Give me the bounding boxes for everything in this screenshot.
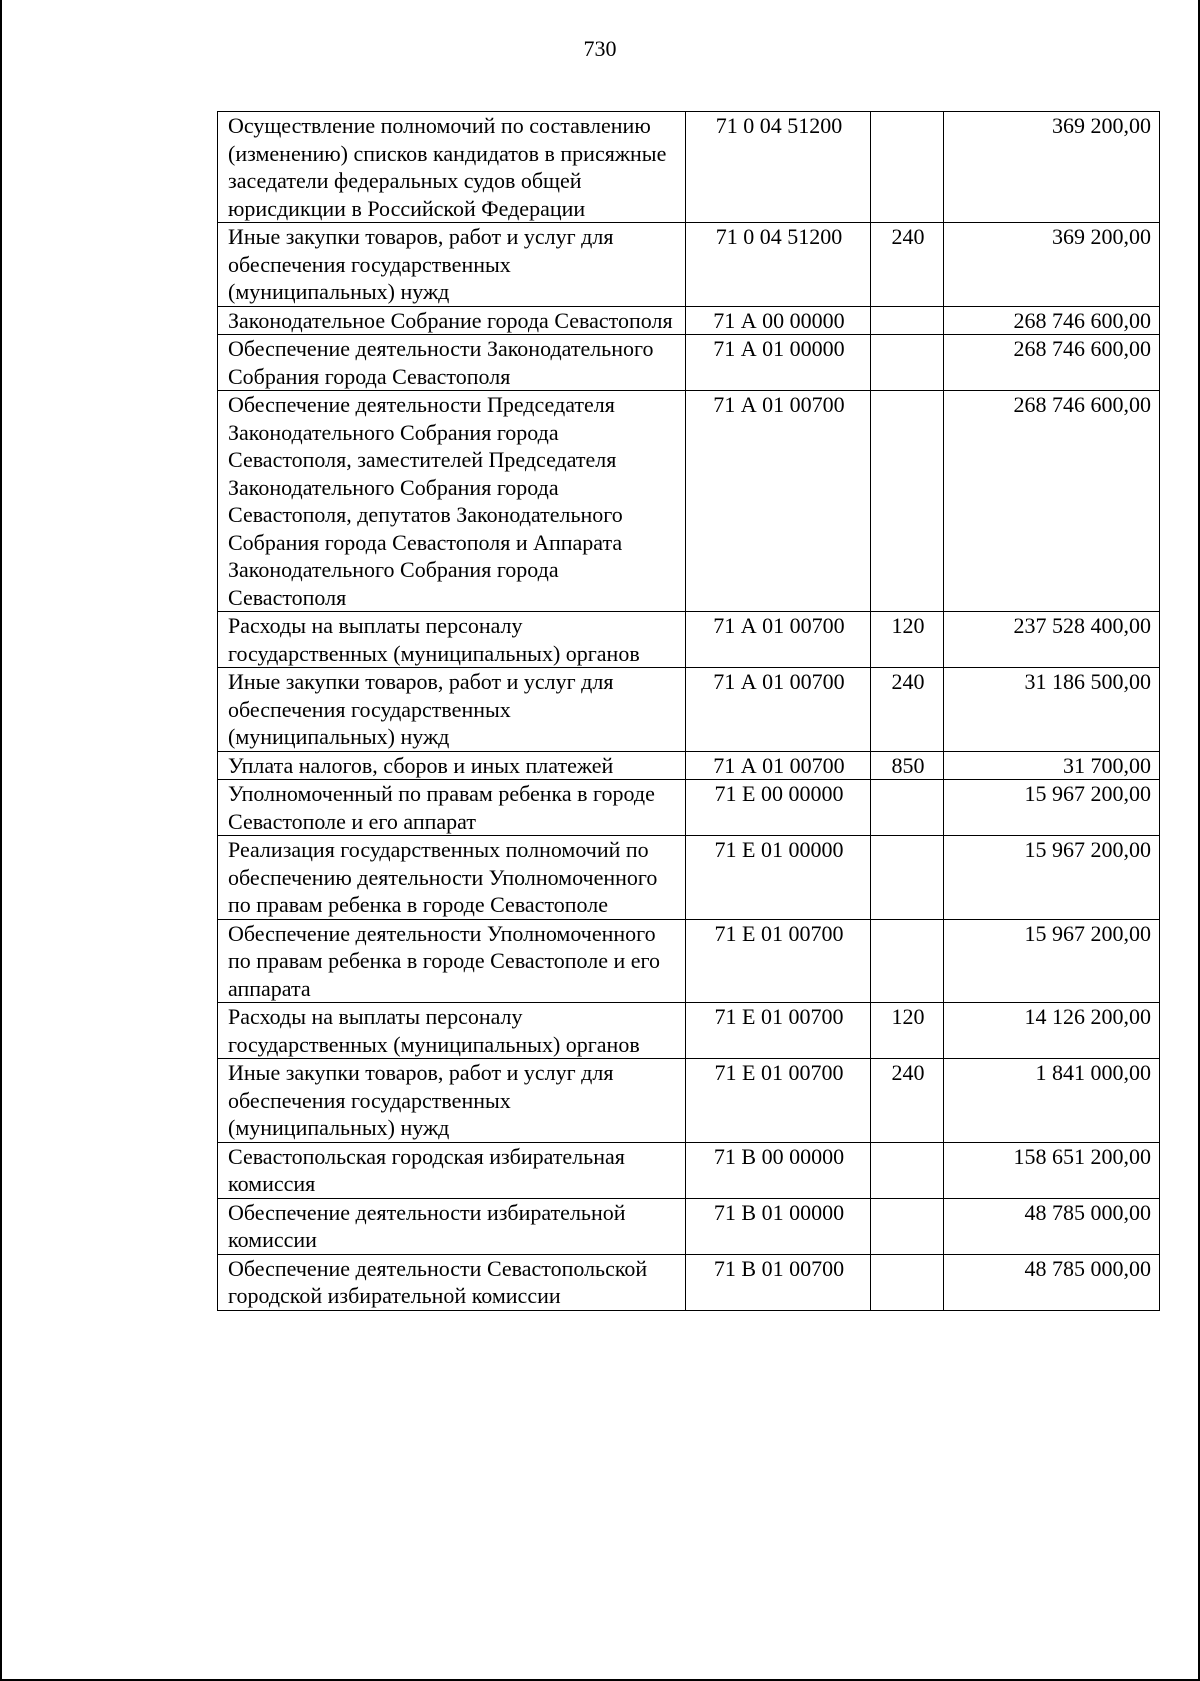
row-name-cell: Обеспечение деятельности Севастопольской городской избирательной комиссии: [218, 1254, 686, 1310]
row-name-cell: Реализация государственных полномочий по обеспечению деятельности Уполномоченного по правам ребенка в городе Севастополе: [218, 836, 686, 920]
table-row: [218, 1003, 1160, 1059]
row-type-cell: 240: [871, 223, 944, 307]
table-row: [218, 1059, 1160, 1143]
table-row: [218, 112, 1160, 223]
row-type-cell: [871, 919, 944, 1003]
row-type-cell: [871, 112, 944, 223]
row-code-cell: 71 А 01 00700: [686, 391, 871, 612]
row-code-cell: 71 В 01 00000: [686, 1198, 871, 1254]
row-name-cell: Обеспечение деятельности Председателя Законодательного Собрания города Севастополя, заместителей Председателя Законодательного Собрания города Севастополя, депутатов Законодательного Собрания города Севастополя и Аппарата Законодательного Собрания города Севастополя: [218, 391, 686, 612]
row-type-cell: 240: [871, 1059, 944, 1143]
table-row: [218, 223, 1160, 307]
table-row: [218, 1198, 1160, 1254]
row-name-cell: Севастопольская городская избирательная комиссия: [218, 1142, 686, 1198]
row-code-cell: 71 Е 01 00700: [686, 1059, 871, 1143]
table-row: [218, 668, 1160, 752]
table-row: [218, 1142, 1160, 1198]
row-type-cell: [871, 391, 944, 612]
row-type-cell: 850: [871, 751, 944, 780]
row-type-cell: [871, 780, 944, 836]
row-name-cell: Уплата налогов, сборов и иных платежей: [218, 751, 686, 780]
row-name-cell: Иные закупки товаров, работ и услуг для обеспечения государственных (муниципальных) нужд: [218, 1059, 686, 1143]
row-amount-cell: 48 785 000,00: [944, 1254, 1160, 1310]
row-name-cell: Иные закупки товаров, работ и услуг для обеспечения государственных (муниципальных) нужд: [218, 668, 686, 752]
table-row: [218, 780, 1160, 836]
table-row: [218, 612, 1160, 668]
row-amount-cell: 369 200,00: [944, 223, 1160, 307]
row-amount-cell: 158 651 200,00: [944, 1142, 1160, 1198]
row-name-cell: Иные закупки товаров, работ и услуг для обеспечения государственных (муниципальных) нужд: [218, 223, 686, 307]
row-code-cell: 71 0 04 51200: [686, 223, 871, 307]
row-amount-cell: 237 528 400,00: [944, 612, 1160, 668]
table-row: [218, 836, 1160, 920]
row-code-cell: 71 Е 01 00700: [686, 919, 871, 1003]
table-row: [218, 391, 1160, 612]
row-code-cell: 71 0 04 51200: [686, 112, 871, 223]
row-code-cell: 71 А 01 00700: [686, 668, 871, 752]
row-amount-cell: 268 746 600,00: [944, 306, 1160, 335]
row-code-cell: 71 А 01 00700: [686, 612, 871, 668]
row-name-cell: Расходы на выплаты персоналу государственных (муниципальных) органов: [218, 1003, 686, 1059]
page-number: 730: [583, 36, 617, 61]
budget-table-body: [218, 112, 1160, 1311]
row-code-cell: 71 В 01 00700: [686, 1254, 871, 1310]
budget-table: [217, 111, 1160, 1311]
row-amount-cell: 31 700,00: [944, 751, 1160, 780]
row-code-cell: 71 Е 01 00000: [686, 836, 871, 920]
row-name-cell: Осуществление полномочий по составлению (изменению) списков кандидатов в присяжные заседатели федеральных судов общей юрисдикции в Российской Федерации: [218, 112, 686, 223]
row-type-cell: 240: [871, 668, 944, 752]
row-name-cell: Уполномоченный по правам ребенка в городе Севастополе и его аппарат: [218, 780, 686, 836]
table-row: [218, 751, 1160, 780]
row-amount-cell: 15 967 200,00: [944, 780, 1160, 836]
row-name-cell: Обеспечение деятельности Уполномоченного по правам ребенка в городе Севастополе и его аппарата: [218, 919, 686, 1003]
row-code-cell: 71 Е 01 00700: [686, 1003, 871, 1059]
row-name-cell: Обеспечение деятельности избирательной комиссии: [218, 1198, 686, 1254]
table-row: [218, 335, 1160, 391]
row-code-cell: 71 Е 00 00000: [686, 780, 871, 836]
row-amount-cell: 15 967 200,00: [944, 919, 1160, 1003]
row-amount-cell: 15 967 200,00: [944, 836, 1160, 920]
row-amount-cell: 369 200,00: [944, 112, 1160, 223]
row-amount-cell: 31 186 500,00: [944, 668, 1160, 752]
table-row: [218, 919, 1160, 1003]
row-amount-cell: 268 746 600,00: [944, 335, 1160, 391]
row-code-cell: 71 А 00 00000: [686, 306, 871, 335]
row-amount-cell: 1 841 000,00: [944, 1059, 1160, 1143]
row-type-cell: [871, 836, 944, 920]
row-type-cell: [871, 306, 944, 335]
row-type-cell: 120: [871, 612, 944, 668]
row-code-cell: 71 А 01 00000: [686, 335, 871, 391]
row-type-cell: [871, 1198, 944, 1254]
table-row: [218, 306, 1160, 335]
row-type-cell: 120: [871, 1003, 944, 1059]
row-code-cell: 71 А 01 00700: [686, 751, 871, 780]
row-name-cell: Законодательное Собрание города Севастополя: [218, 306, 686, 335]
row-code-cell: 71 В 00 00000: [686, 1142, 871, 1198]
row-type-cell: [871, 335, 944, 391]
row-amount-cell: 268 746 600,00: [944, 391, 1160, 612]
row-amount-cell: 48 785 000,00: [944, 1198, 1160, 1254]
row-type-cell: [871, 1254, 944, 1310]
row-name-cell: Обеспечение деятельности Законодательного Собрания города Севастополя: [218, 335, 686, 391]
row-type-cell: [871, 1142, 944, 1198]
table-row: [218, 1254, 1160, 1310]
row-name-cell: Расходы на выплаты персоналу государственных (муниципальных) органов: [218, 612, 686, 668]
row-amount-cell: 14 126 200,00: [944, 1003, 1160, 1059]
